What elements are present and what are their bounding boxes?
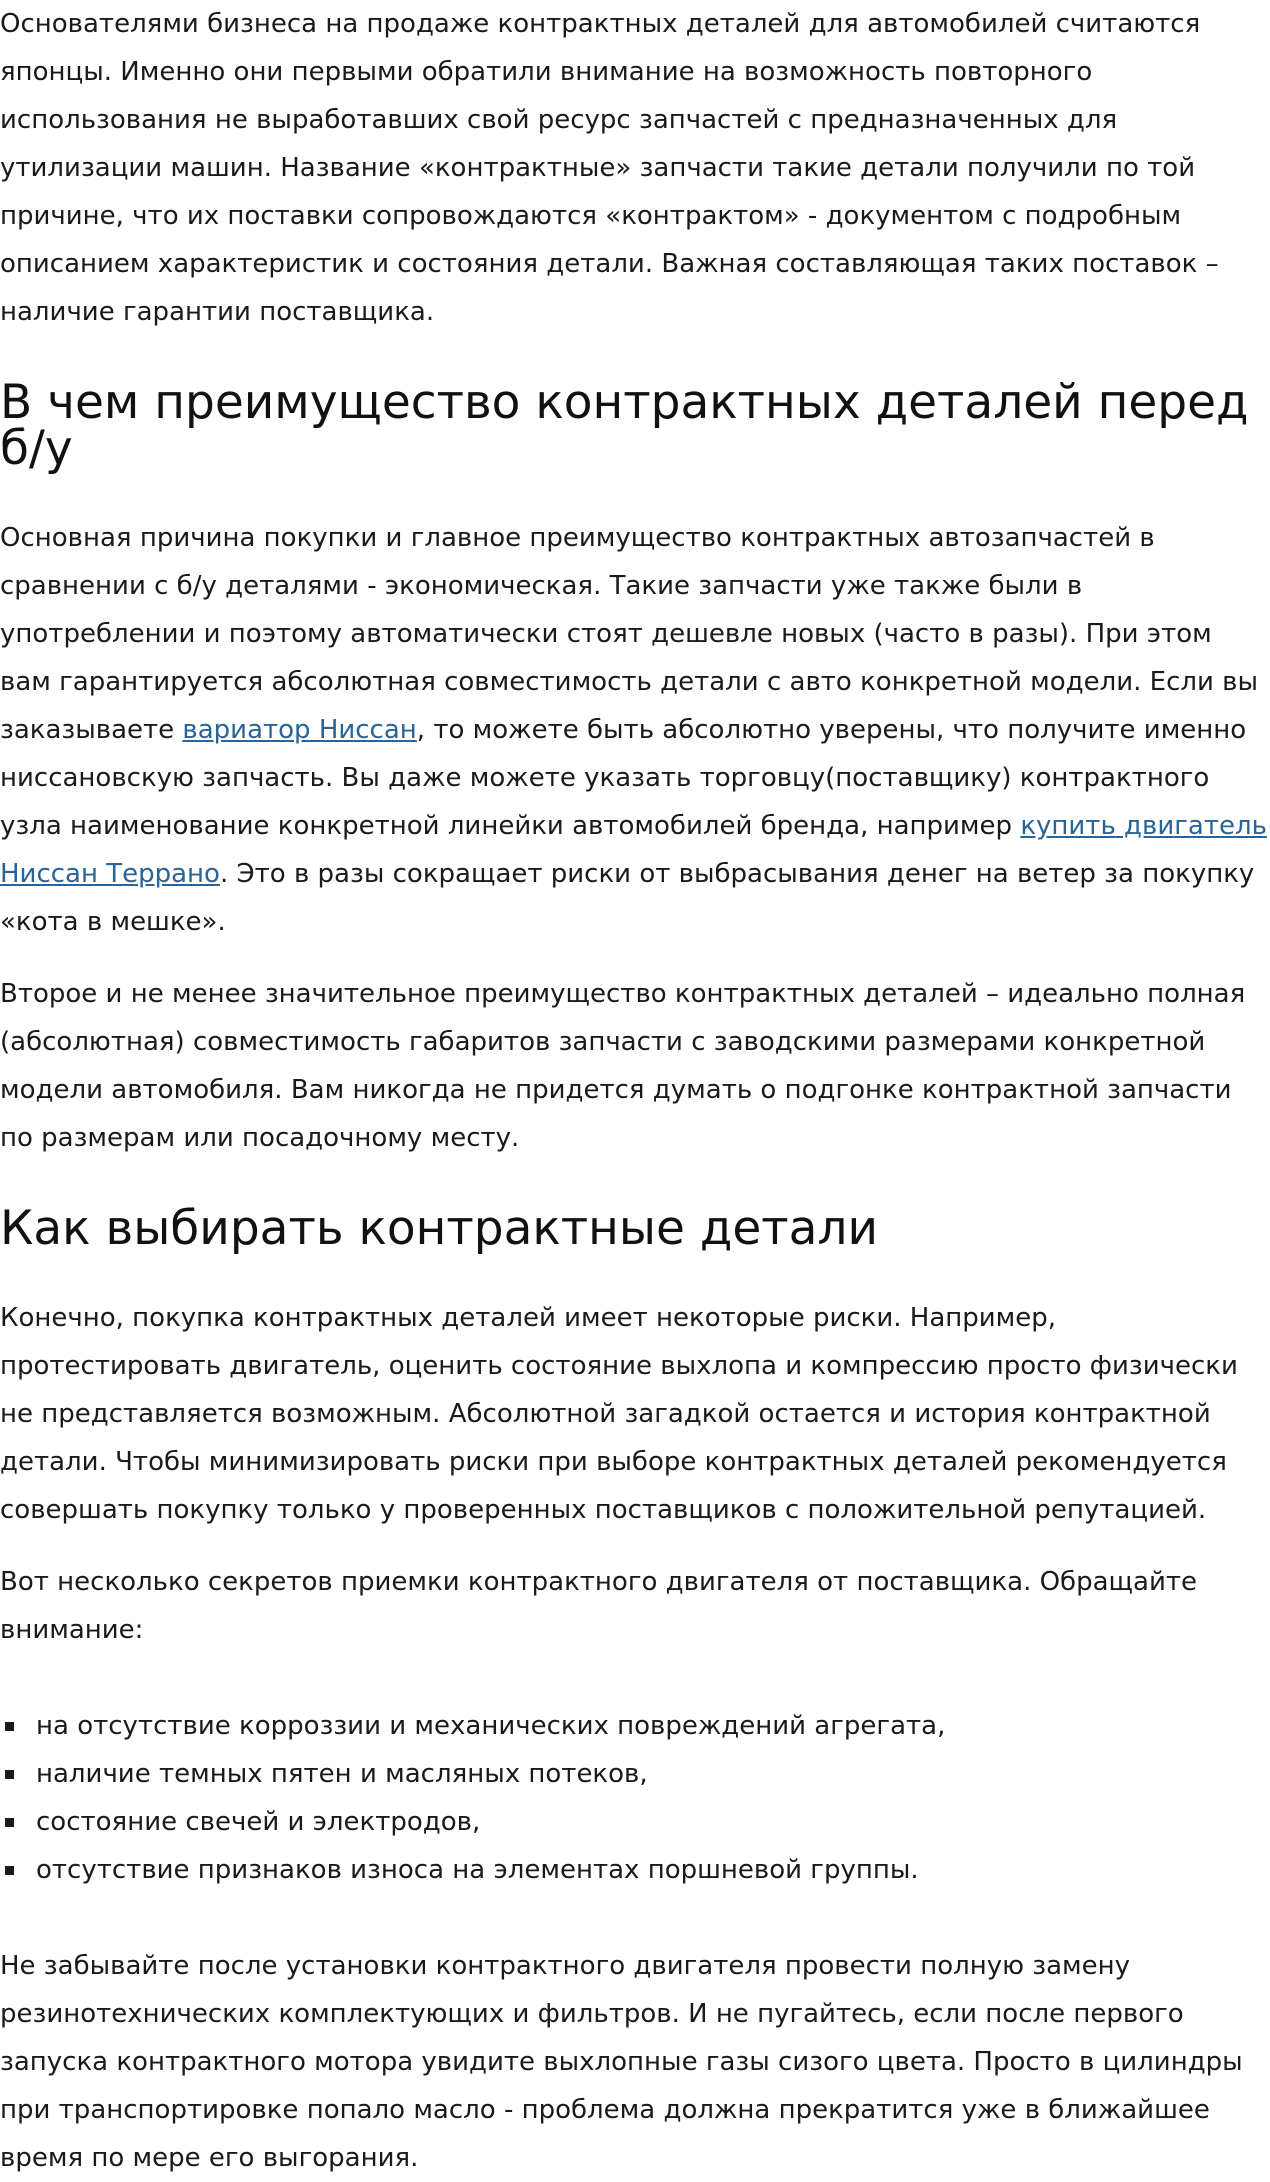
square-bullet-icon xyxy=(5,1722,14,1731)
list-item-text: отсутствие признаков износа на элементах поршневой группы. xyxy=(36,1855,919,1885)
square-bullet-icon xyxy=(5,1818,14,1827)
list-item xyxy=(0,1798,1268,1846)
choose-paragraph-1: Конечно, покупка контрактных деталей имеет некоторые риски. Например, протестировать двигатель, оценить состояние выхлопа и компрессию просто физически не представляется возможным. Абсолютной загадкой остается и история контрактной детали. Чтобы минимизировать риски при выборе контрактных деталей рекомендуется совершать покупку только у проверенных поставщиков с положительной репутацией. xyxy=(0,1303,1238,1525)
list-item xyxy=(0,1702,1268,1750)
list-item-text: состояние свечей и электродов, xyxy=(36,1807,481,1837)
choose-paragraph-2: Вот несколько секретов приемки контрактного двигателя от поставщика. Обращайте внимание: xyxy=(0,1567,1197,1645)
section-heading-advantages: В чем преимущество контрактных деталей перед б/у xyxy=(0,375,1249,476)
advantages-text-3: . Это в разы сокращает риски от выбрасывания денег на ветер за покупку «кота в мешке». xyxy=(0,859,1255,937)
buy-nissan-terrano-engine-link[interactable]: купить двигатель Ниссан Террано xyxy=(0,811,1267,889)
list-item-text: наличие темных пятен и масляных потеков, xyxy=(36,1759,648,1789)
square-bullet-icon xyxy=(5,1866,14,1875)
advantages-paragraph-1 xyxy=(0,514,1268,946)
nissan-variator-link[interactable]: вариатор Ниссан xyxy=(182,715,417,745)
square-bullet-icon xyxy=(5,1770,14,1779)
advantages-text-1: Основная причина покупки и главное преимущество контрактных автозапчастей в сравнении с б/у деталями - экономическая. Такие запчасти уже также были в употреблении и поэтому автоматически стоят дешевле новых (часто в разы). При этом вам гарантируется абсолютная совместимость детали с авто конкретной модели. Если вы заказываете xyxy=(0,523,1259,745)
advantages-text-2: , то можете быть абсолютно уверены, что получите именно ниссановскую запчасть. Вы даже можете указать торговцу(поставщику) контрактного узла наименование конкретной линейки автомобилей бренда, например xyxy=(0,715,1247,841)
intro-paragraph: Основателями бизнеса на продаже контрактных деталей для автомобилей считаются японцы. Именно они первыми обратили внимание на возможность повторного использования не выработавших свой ресурс запчастей с предназначенных для утилизации машин. Название «контрактные» запчасти такие детали получили по той причине, что их поставки сопровождаются «контрактом» - документом с подробным описанием характеристик и состояния детали. Важная составляющая таких поставок – наличие гарантии поставщика. xyxy=(0,9,1219,327)
list-item xyxy=(0,1846,1268,1894)
inspection-checklist xyxy=(0,1702,1268,1894)
list-item xyxy=(0,1750,1268,1798)
list-item-text: на отсутствие корроззии и механических повреждений агрегата, xyxy=(36,1711,946,1741)
section-heading-how-to-choose: Как выбирать контрактные детали xyxy=(0,1201,879,1256)
advantages-paragraph-2: Второе и не менее значительное преимущество контрактных деталей – идеально полная (абсолютная) совместимость габаритов запчасти с заводскими размерами конкретной модели автомобиля. Вам никогда не придется думать о подгонке контрактной запчасти по размерам или посадочному месту. xyxy=(0,979,1246,1153)
choose-paragraph-3: Не забывайте после установки контрактного двигателя провести полную замену резинотехнических комплектующих и фильтров. И не пугайтесь, если после первого запуска контрактного мотора увидите выхлопные газы сизого цвета. Просто в цилиндры при транспортировке попало масло - проблема должна прекратится уже в ближайшее время по мере его выгорания. xyxy=(0,1951,1243,2173)
